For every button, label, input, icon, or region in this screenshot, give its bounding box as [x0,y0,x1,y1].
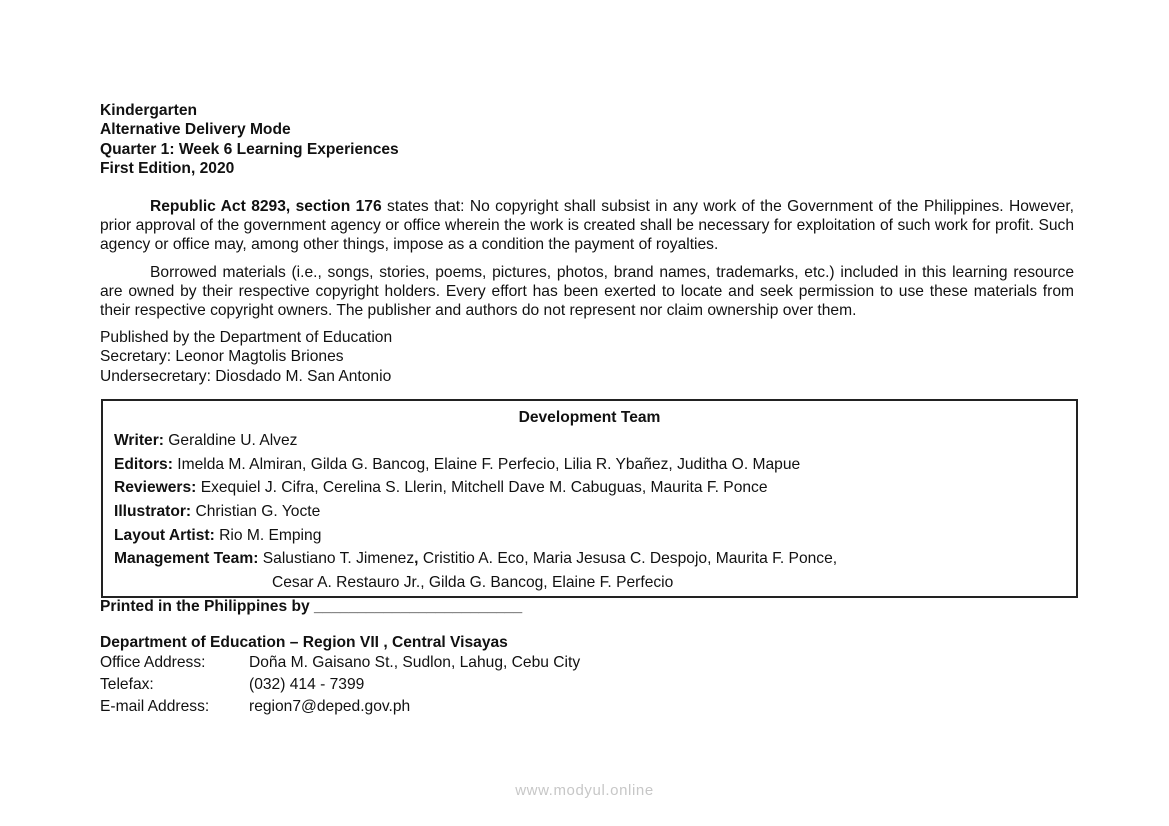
writer-label: Writer: [114,432,164,449]
reviewers-value: Exequiel J. Cifra, Cerelina S. Llerin, Mitchell Dave M. Cabuguas, Maurita F. Ponce [196,479,768,496]
region-name: Department of Education – Region VII , Central Visayas [100,634,508,651]
telefax-value: (032) 414 - 7399 [249,676,365,693]
undersecretary: Undersecretary: Diosdado M. San Antonio [100,367,392,385]
copyright-paragraph [100,197,1074,255]
layout-artist-value: Rio M. Emping [214,527,322,544]
office-address-value: Doña M. Gaisano St., Sudlon, Lahug, Cebu City [249,654,581,671]
email-value: region7@deped.gov.ph [249,698,411,715]
reviewers-label: Reviewers: [114,479,197,496]
act-text: states that: No copyright shall subsist in any work of the Government of the Philippines. However, prior approval of the government agency or office wherein the work is created shall be necessary for exploitation of such work for profit. Such agency or office may, among other things, impose as a condition the payment of royalties. [100,198,1075,254]
office-address-label: Office Address: [100,654,206,671]
layout-artist-row [114,527,321,545]
illustrator-row [114,503,320,521]
edition: First Edition, 2020 [100,160,235,178]
delivery-mode: Alternative Delivery Mode [100,121,291,139]
published-by: Published by the Department of Education [100,329,393,346]
telefax-label: Telefax: [100,676,154,693]
illustrator-label: Illustrator: [114,503,192,520]
act-label: Republic Act 8293, section 176 [150,198,382,215]
document-title-block [100,101,399,179]
watermark: www.modyul.online [515,782,654,799]
reviewers-row [114,479,768,497]
development-team-box [101,399,1078,598]
management-team-value-b: Cristitio A. Eco, Maria Jesusa C. Despojo, Maurita F. Ponce, [418,550,838,567]
editors-row [114,456,800,474]
secretary: Secretary: Leonor Magtolis Briones [100,348,344,366]
management-team-value-a: Salustiano T. Jimenez [258,550,415,567]
borrowed-materials-paragraph: Borrowed materials (i.e., songs, stories, poems, pictures, photos, brand names, trademarks, etc.) included in this learning resource are owned by their respective copyright holders. Every effort has been exerted to locate and seek permission to use these materials from their respective copyright owners. The publisher and authors do not represent nor claim ownership over them. [100,264,1074,320]
team-title: Development Team [518,409,661,426]
office-address-row [100,654,580,672]
editors-label: Editors: [114,456,173,473]
writer-row [114,432,297,450]
telefax-row [100,676,364,694]
management-team-label: Management Team: [114,550,259,567]
grade-level: Kindergarten [100,102,198,119]
quarter-title: Quarter 1: Week 6 Learning Experiences [100,140,399,158]
writer-value: Geraldine U. Alvez [163,432,298,449]
management-team-continued: Cesar A. Restauro Jr., Gilda G. Bancog, Elaine F. Perfecio [272,574,674,591]
management-team-comma: , [414,550,419,567]
email-row [100,698,410,716]
layout-artist-label: Layout Artist: [114,527,215,544]
editors-value: Imelda M. Almiran, Gilda G. Bancog, Elaine F. Perfecio, Lilia R. Ybañez, Juditha O. Mapue [172,456,801,473]
email-label: E-mail Address: [100,698,210,715]
printed-by: Printed in the Philippines by ________________________ [100,598,523,615]
management-team-row [114,550,837,568]
illustrator-value: Christian G. Yocte [191,503,321,520]
publisher-block [100,328,392,386]
